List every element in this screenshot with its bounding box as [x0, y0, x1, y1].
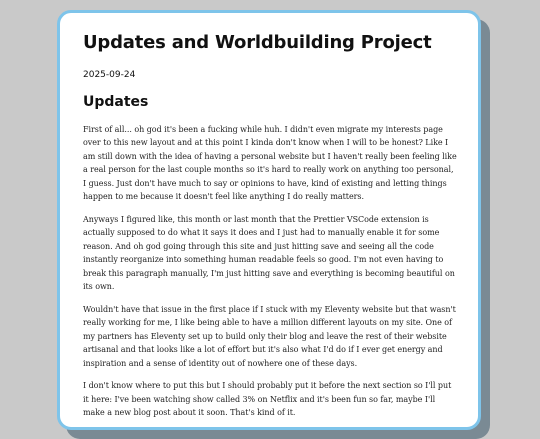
paragraph: Wouldn't have that issue in the first place if I stuck with my Eleventy website but that wasn't really working for me, I like being able to have a million different layouts on my site. One of my partners has Eleventy set up to build only their blog and leave the rest of their website artisanal and that looks like a lot of effort but it's also what I'd do if I ever get energy and inspiration and a sense of identity out of nowhere one of these days.: [83, 304, 456, 368]
paragraph: Anyways I figured like, this month or last month that the Prettier VSCode extension is actually supposed to do what it says it does and I just had to manually enable it for some reason. And oh god going through this site and just hitting save and seeing all the code instantly reorganize into something human readable feels so good. I'm not even having to break this paragraph manually, I'm just hitting save and everything is becoming beautiful on its own.: [83, 214, 455, 292]
page-title: Updates and Worldbuilding Project: [83, 32, 432, 53]
post-date: 2025-09-24: [83, 70, 136, 80]
post-body: [83, 123, 458, 420]
article-card: [57, 10, 481, 430]
paragraph: First of all... oh god it's been a fucking while huh. I didn't even migrate my interests page over to this new layout and at this point I kinda don't know when I will to be honest? Like I am still down with the idea of having a personal website but I haven't really been feeling like a real person for the last couple months so it's hard to really work on anything too personal, I guess. Just don't have much to say or opinions to have, kind of existing and letting things happen to me because it doesn't feel like anything I do really matters.: [83, 124, 457, 202]
paragraph: I don't know where to put this but I should probably put it before the next section so I'll put it here: I've been watching show called 3% on Netflix and it's been fun so far, maybe I'll make a new blog post about it soon. That's kind of it.: [83, 381, 452, 418]
section-heading-updates: Updates: [83, 94, 149, 110]
